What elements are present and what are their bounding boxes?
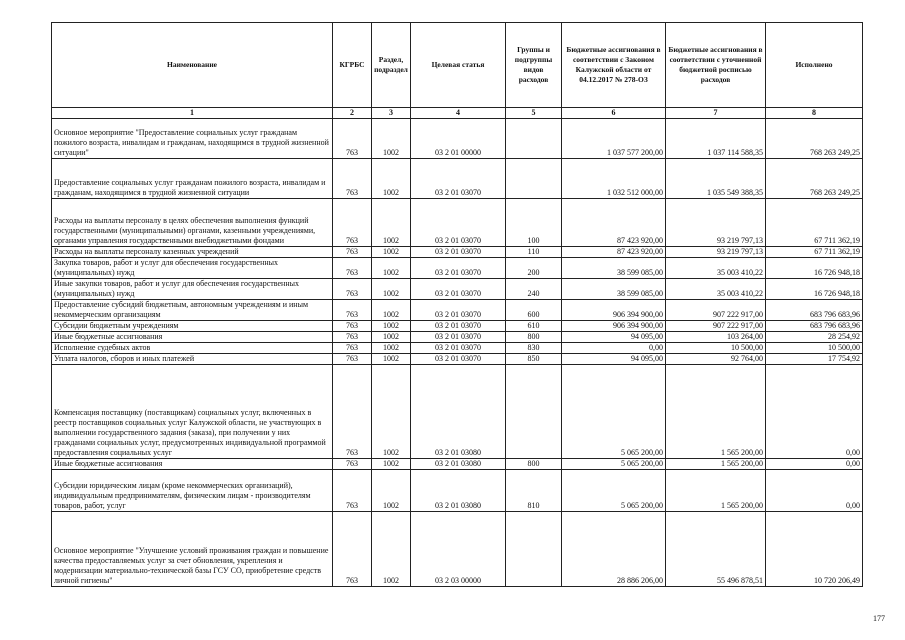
row-budget-law: 28 886 206,00	[562, 512, 666, 587]
row-budget-refined: 35 003 410,22	[666, 279, 766, 300]
header-kgrbs: КГРБС	[333, 23, 372, 108]
row-section: 1002	[372, 354, 411, 365]
row-budget-law: 94 095,00	[562, 354, 666, 365]
row-budget-refined: 907 222 917,00	[666, 300, 766, 321]
row-budget-refined: 907 222 917,00	[666, 321, 766, 332]
row-target: 03 2 01 03080	[411, 459, 506, 470]
row-budget-law: 5 065 200,00	[562, 459, 666, 470]
row-section: 1002	[372, 343, 411, 354]
table-row	[52, 332, 863, 343]
row-target: 03 2 01 03070	[411, 300, 506, 321]
row-section: 1002	[372, 332, 411, 343]
header-group: Группы и подгруппы видов расходов	[506, 23, 562, 108]
row-budget-refined: 1 565 200,00	[666, 459, 766, 470]
table-row	[52, 512, 863, 587]
row-name: Основное мероприятие "Улучшение условий проживания граждан и повышение качества предоставляемых услуг за счет обновления, укрепления и модернизации материально-технической базы ГСУ СО, приобретение средств личной гигиены"	[52, 512, 333, 587]
row-group	[506, 159, 562, 199]
header-row	[52, 23, 863, 108]
column-index: 6	[562, 108, 666, 119]
budget-table	[51, 22, 863, 587]
row-execution: 768 263 249,25	[766, 159, 863, 199]
header-execution: Исполнено	[766, 23, 863, 108]
row-budget-law: 5 065 200,00	[562, 470, 666, 512]
row-budget-refined: 35 003 410,22	[666, 258, 766, 279]
row-budget-law: 87 423 920,00	[562, 199, 666, 247]
row-execution: 10 720 206,49	[766, 512, 863, 587]
row-name: Предоставление субсидий бюджетным, автономным учреждениям и иным некоммерческим организациям	[52, 300, 333, 321]
row-execution: 683 796 683,96	[766, 300, 863, 321]
table-row	[52, 321, 863, 332]
row-name: Субсидии юридическим лицам (кроме некоммерческих организаций), индивидуальным предпринимателям, физическим лицам - производителям товаров, работ, услуг	[52, 470, 333, 512]
row-execution: 0,00	[766, 470, 863, 512]
header-section: Раздел, подраздел	[372, 23, 411, 108]
row-group	[506, 365, 562, 459]
row-name: Исполнение судебных актов	[52, 343, 333, 354]
row-kgrbs: 763	[333, 247, 372, 258]
row-budget-refined: 10 500,00	[666, 343, 766, 354]
row-budget-refined: 93 219 797,13	[666, 247, 766, 258]
row-section: 1002	[372, 459, 411, 470]
row-target: 03 2 01 03070	[411, 343, 506, 354]
column-index: 8	[766, 108, 863, 119]
row-group: 240	[506, 279, 562, 300]
row-budget-refined: 93 219 797,13	[666, 199, 766, 247]
row-section: 1002	[372, 199, 411, 247]
row-budget-refined: 92 764,00	[666, 354, 766, 365]
row-execution: 16 726 948,18	[766, 279, 863, 300]
row-group	[506, 119, 562, 159]
row-kgrbs: 763	[333, 343, 372, 354]
row-name: Предоставление социальных услуг гражданам пожилого возраста, инвалидам и гражданам, находящимся в трудной жизненной ситуации	[52, 159, 333, 199]
row-group: 850	[506, 354, 562, 365]
row-budget-refined: 1 565 200,00	[666, 365, 766, 459]
row-target: 03 2 01 03070	[411, 354, 506, 365]
row-name: Расходы на выплаты персоналу казенных учреждений	[52, 247, 333, 258]
column-index-row	[52, 108, 863, 119]
row-kgrbs: 763	[333, 459, 372, 470]
header-target: Целевая статья	[411, 23, 506, 108]
row-execution: 16 726 948,18	[766, 258, 863, 279]
page-number: 177	[873, 614, 885, 623]
row-group: 610	[506, 321, 562, 332]
row-section: 1002	[372, 258, 411, 279]
header-budget-law: Бюджетные ассигнования в соответствии с Законом Калужской области от 04.12.2017 № 278-ОЗ	[562, 23, 666, 108]
table-row	[52, 343, 863, 354]
row-target: 03 2 01 03070	[411, 279, 506, 300]
row-budget-law: 38 599 085,00	[562, 279, 666, 300]
row-name: Субсидии бюджетным учреждениям	[52, 321, 333, 332]
row-budget-law: 906 394 900,00	[562, 321, 666, 332]
table-row	[52, 459, 863, 470]
row-execution: 0,00	[766, 459, 863, 470]
row-execution: 28 254,92	[766, 332, 863, 343]
row-kgrbs: 763	[333, 279, 372, 300]
row-name: Закупка товаров, работ и услуг для обеспечения государственных (муниципальных) нужд	[52, 258, 333, 279]
row-budget-law: 906 394 900,00	[562, 300, 666, 321]
row-execution: 67 711 362,19	[766, 199, 863, 247]
row-kgrbs: 763	[333, 119, 372, 159]
row-budget-law: 1 037 577 200,00	[562, 119, 666, 159]
row-budget-law: 5 065 200,00	[562, 365, 666, 459]
row-group: 200	[506, 258, 562, 279]
row-name: Иные бюджетные ассигнования	[52, 459, 333, 470]
row-section: 1002	[372, 159, 411, 199]
row-kgrbs: 763	[333, 159, 372, 199]
row-kgrbs: 763	[333, 300, 372, 321]
row-budget-refined: 55 496 878,51	[666, 512, 766, 587]
document-page	[51, 22, 862, 587]
row-section: 1002	[372, 300, 411, 321]
row-kgrbs: 763	[333, 470, 372, 512]
row-execution: 17 754,92	[766, 354, 863, 365]
row-section: 1002	[372, 365, 411, 459]
row-group	[506, 512, 562, 587]
column-index: 1	[52, 108, 333, 119]
row-budget-refined: 1 035 549 388,35	[666, 159, 766, 199]
row-execution: 0,00	[766, 365, 863, 459]
row-budget-law: 87 423 920,00	[562, 247, 666, 258]
row-target: 03 2 01 00000	[411, 119, 506, 159]
row-kgrbs: 763	[333, 321, 372, 332]
header-name: Наименование	[52, 23, 333, 108]
row-kgrbs: 763	[333, 354, 372, 365]
table-row	[52, 300, 863, 321]
table-row	[52, 365, 863, 459]
row-target: 03 2 01 03080	[411, 470, 506, 512]
table-row	[52, 159, 863, 199]
row-name: Иные закупки товаров, работ и услуг для обеспечения государственных (муниципальных) нужд	[52, 279, 333, 300]
row-target: 03 2 01 03080	[411, 365, 506, 459]
row-group: 110	[506, 247, 562, 258]
row-section: 1002	[372, 512, 411, 587]
column-index: 2	[333, 108, 372, 119]
row-budget-law: 38 599 085,00	[562, 258, 666, 279]
row-kgrbs: 763	[333, 332, 372, 343]
table-row	[52, 247, 863, 258]
table-row	[52, 279, 863, 300]
row-name: Иные бюджетные ассигнования	[52, 332, 333, 343]
row-execution: 768 263 249,25	[766, 119, 863, 159]
row-section: 1002	[372, 247, 411, 258]
row-target: 03 2 01 03070	[411, 199, 506, 247]
header-budget-refined: Бюджетные ассигнования в соответствии с уточненной бюджетной росписью расходов	[666, 23, 766, 108]
row-name: Расходы на выплаты персоналу в целях обеспечения выполнения функций государственными (муниципальными) органами, казенными учреждениями, органами управления государственными внебюджетными фондами	[52, 199, 333, 247]
column-index: 3	[372, 108, 411, 119]
row-kgrbs: 763	[333, 512, 372, 587]
column-index: 4	[411, 108, 506, 119]
row-kgrbs: 763	[333, 199, 372, 247]
row-group: 800	[506, 332, 562, 343]
column-index: 7	[666, 108, 766, 119]
row-budget-law: 94 095,00	[562, 332, 666, 343]
row-name: Компенсация поставщику (поставщикам) социальных услуг, включенных в реестр поставщиков социальных услуг Калужской области, не участвующих в выполнении государственного задания (заказа), при получении у них гражданами социальных услуг, предусмотренных индивидуальной программой предоставления социальных услуг	[52, 365, 333, 459]
row-target: 03 2 01 03070	[411, 332, 506, 343]
row-target: 03 2 01 03070	[411, 159, 506, 199]
row-section: 1002	[372, 321, 411, 332]
row-name: Основное мероприятие "Предоставление социальных услуг гражданам пожилого возраста, инвалидам и гражданам, находящимся в трудной жизненной ситуации"	[52, 119, 333, 159]
row-execution: 67 711 362,19	[766, 247, 863, 258]
row-name: Уплата налогов, сборов и иных платежей	[52, 354, 333, 365]
row-section: 1002	[372, 470, 411, 512]
row-target: 03 2 03 00000	[411, 512, 506, 587]
row-section: 1002	[372, 119, 411, 159]
column-index: 5	[506, 108, 562, 119]
row-budget-refined: 1 565 200,00	[666, 470, 766, 512]
row-target: 03 2 01 03070	[411, 321, 506, 332]
table-row	[52, 354, 863, 365]
row-kgrbs: 763	[333, 365, 372, 459]
row-budget-law: 1 032 512 000,00	[562, 159, 666, 199]
table-row	[52, 258, 863, 279]
row-group: 810	[506, 470, 562, 512]
row-budget-refined: 103 264,00	[666, 332, 766, 343]
row-execution: 683 796 683,96	[766, 321, 863, 332]
row-target: 03 2 01 03070	[411, 258, 506, 279]
row-group: 800	[506, 459, 562, 470]
row-group: 600	[506, 300, 562, 321]
table-row	[52, 199, 863, 247]
row-budget-law: 0,00	[562, 343, 666, 354]
row-section: 1002	[372, 279, 411, 300]
row-budget-refined: 1 037 114 588,35	[666, 119, 766, 159]
row-execution: 10 500,00	[766, 343, 863, 354]
table-row	[52, 119, 863, 159]
row-target: 03 2 01 03070	[411, 247, 506, 258]
row-kgrbs: 763	[333, 258, 372, 279]
row-group: 100	[506, 199, 562, 247]
row-group: 830	[506, 343, 562, 354]
table-row	[52, 470, 863, 512]
